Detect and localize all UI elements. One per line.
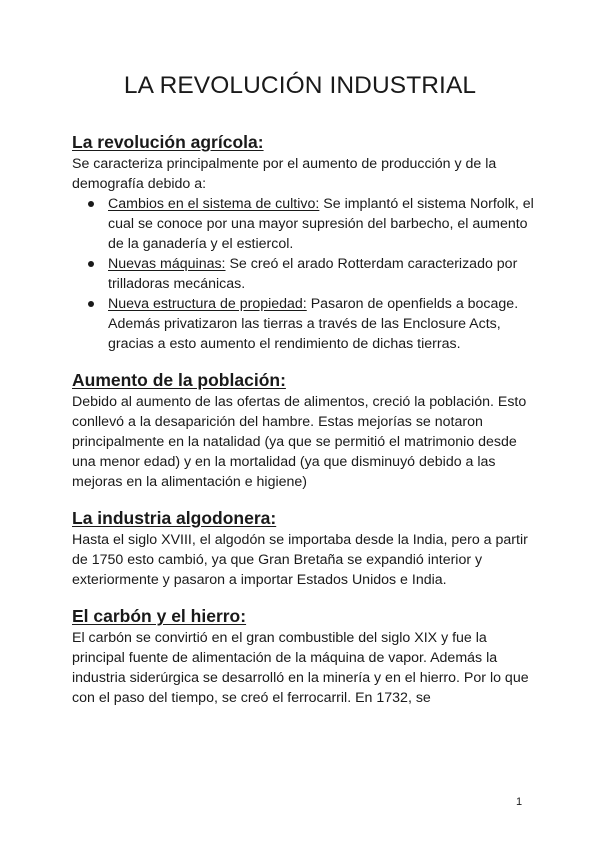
section-paragraph: El carbón se convirtió en el gran combustible del siglo XIX y fue la principal fuente de alimentación de la máquina de vapor. Además la industria siderúrgica se desarrolló en la minería y en el hierro. Por lo que con el paso del tiempo, se creó el ferrocarril. En 1732, se bbox=[72, 630, 529, 706]
bullet-text: Se implantó el sistema Norfolk, el cual se conoce por una mayor supresión del barbecho, el aumento de la ganadería y el estiercol. bbox=[108, 196, 534, 252]
bullet-text: Pasaron de openfields a bocage. Además privatizaron las tierras a través de las Enclosure Acts, gracias a esto aumento el rendimiento de dichas tierras. bbox=[108, 296, 519, 352]
section-paragraph: Hasta el siglo XVIII, el algodón se importaba desde la India, pero a partir de 1750 esto cambió, ya que Gran Bretaña se expandió interior y exteriormente y pasaron a importar Estados Unidos e India. bbox=[72, 532, 528, 588]
section-heading: La industria algodonera: bbox=[72, 508, 277, 528]
section-paragraph: Debido al aumento de las ofertas de alimentos, creció la población. Esto conllevó a la desaparición del hambre. Estas mejorías se notaron principalmente en la natalidad (ya que se permitió el matrimonio desde una menor edad) y en la mortalidad (ya que disminuyó debido a las mejoras en la alimentación e higiene) bbox=[72, 394, 527, 490]
bullet-item-property bbox=[72, 294, 534, 354]
bullet-term: Cambios en el sistema de cultivo: bbox=[108, 196, 320, 212]
section-cotton-industry bbox=[72, 506, 534, 590]
bullet-term: Nueva estructura de propiedad: bbox=[108, 296, 307, 312]
bullet-dot-icon bbox=[88, 301, 94, 307]
section-population-growth bbox=[72, 368, 534, 492]
bullet-list bbox=[72, 194, 534, 354]
bullet-term: Nuevas máquinas: bbox=[108, 256, 226, 272]
bullet-item-cultivation bbox=[72, 194, 534, 254]
section-paragraph: Se caracteriza principalmente por el aumento de producción y de la demografía debido a: bbox=[72, 156, 497, 192]
section-heading: La revolución agrícola: bbox=[72, 132, 264, 152]
section-heading: Aumento de la población: bbox=[72, 370, 286, 390]
bullet-dot-icon bbox=[88, 261, 94, 267]
document-title: LA REVOLUCIÓN INDUSTRIAL bbox=[123, 72, 477, 99]
section-agricultural-revolution bbox=[72, 130, 534, 354]
bullet-item-machines bbox=[72, 254, 534, 294]
bullet-dot-icon bbox=[88, 201, 94, 207]
page-number: 1 bbox=[516, 796, 523, 808]
document-body bbox=[72, 130, 534, 722]
section-coal-and-iron bbox=[72, 604, 534, 708]
bullet-text: Se creó el arado Rotterdam caracterizado por trilladoras mecánicas. bbox=[108, 256, 518, 292]
section-heading: El carbón y el hierro: bbox=[72, 606, 247, 626]
